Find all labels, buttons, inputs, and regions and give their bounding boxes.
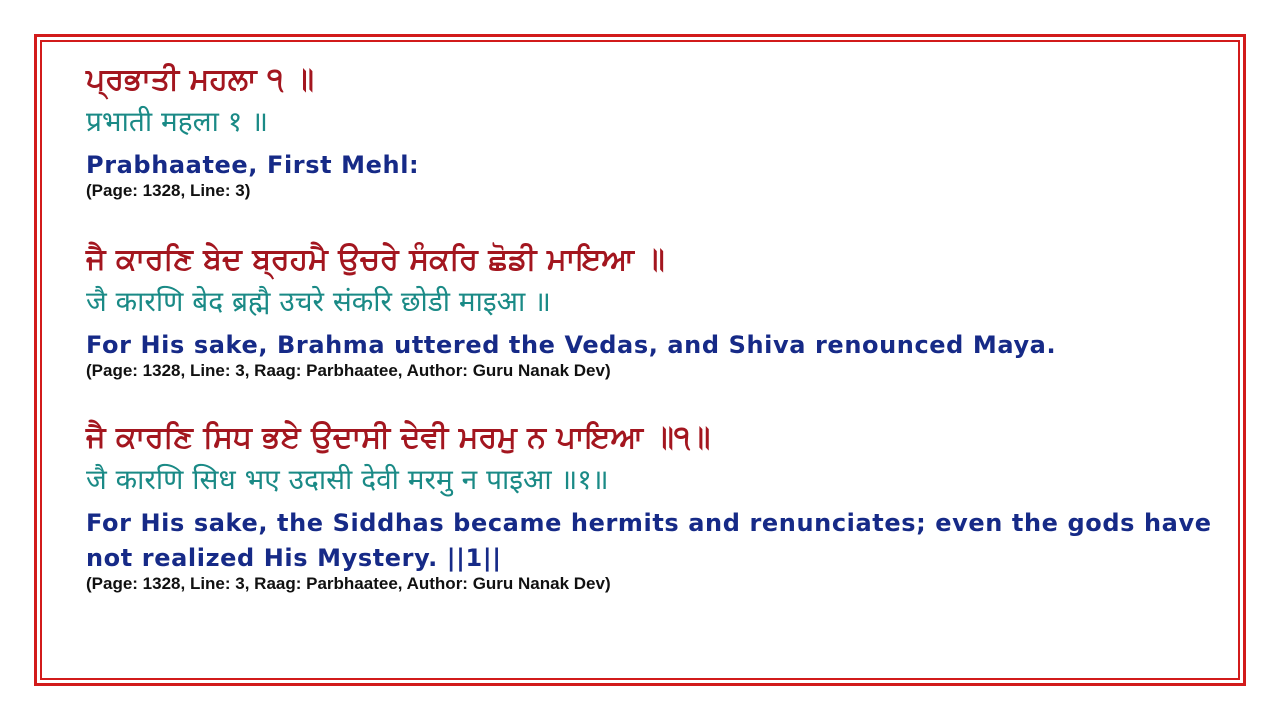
source-reference: (Page: 1328, Line: 3, Raag: Parbhaatee, Author: Guru Nanak Dev) xyxy=(86,574,611,593)
verse-block-1 xyxy=(86,62,1216,201)
gurmukhi-line: ਜੈ ਕਾਰਣਿ ਸਿਧ ਭਏ ਉਦਾਸੀ ਦੇਵੀ ਮਰਮੁ ਨ ਪਾਇਆ ॥੧॥ xyxy=(86,420,711,455)
gurmukhi-line: ਜੈ ਕਾਰਣਿ ਬੇਦ ਬ੍ਰਹਮੈ ਉਚਰੇ ਸੰਕਰਿ ਛੋਡੀ ਮਾਇਆ ॥ xyxy=(86,242,665,277)
english-translation: For His sake, Brahma uttered the Vedas, and Shiva renounced Maya. xyxy=(86,331,1057,359)
devanagari-line: जै कारणि बेद ब्रह्मै उचरे संकरि छोडी माइआ ॥ xyxy=(86,285,551,318)
gurmukhi-line: ਪ੍ਰਭਾਤੀ ਮਹਲਾ ੧ ॥ xyxy=(86,62,315,97)
verse-block-3 xyxy=(86,420,1216,594)
verse-block-2 xyxy=(86,242,1216,381)
devanagari-line: प्रभाती महला १ ॥ xyxy=(86,105,268,138)
source-reference: (Page: 1328, Line: 3) xyxy=(86,181,251,200)
source-reference: (Page: 1328, Line: 3, Raag: Parbhaatee, Author: Guru Nanak Dev) xyxy=(86,361,611,380)
english-translation: Prabhaatee, First Mehl: xyxy=(86,151,420,179)
devanagari-line: जै कारणि सिध भए उदासी देवी मरमु न पाइआ ॥१॥ xyxy=(86,463,609,496)
english-translation: For His sake, the Siddhas became hermits and renunciates; even the gods have not realized His Mystery. ||1|| xyxy=(86,509,1212,572)
